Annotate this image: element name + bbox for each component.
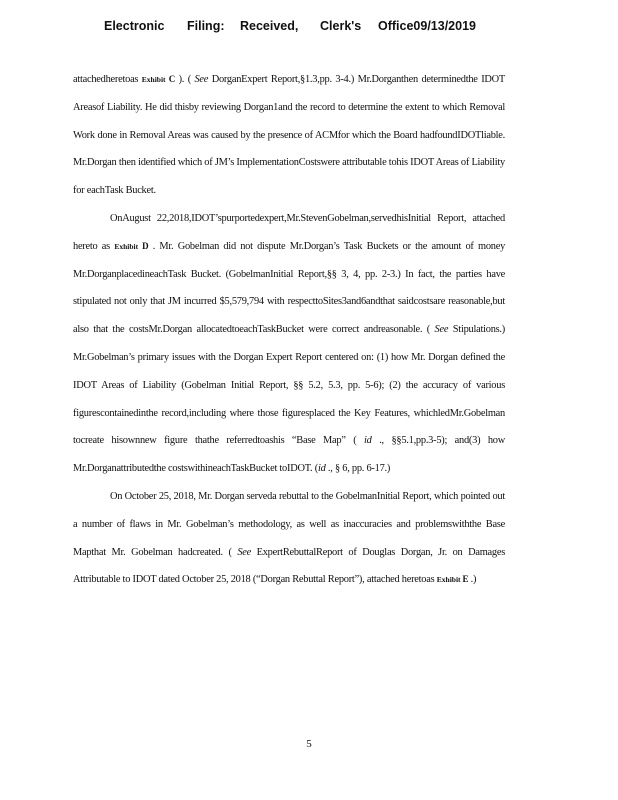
header-word-office-date: Office09/13/2019: [378, 19, 476, 33]
p1-exhibit-letter: C: [165, 74, 176, 84]
p2-text-4: ., §§5.1,pp.3-5); and(3) how Mr.Dorganattributedthe costswithineachTaskBucket toIDOT. (: [73, 435, 505, 475]
document-body: [73, 66, 505, 594]
p1-text-2: ). (: [175, 74, 195, 85]
header-word-electronic: Electronic: [104, 19, 165, 33]
p2-id-citation-2: id: [317, 463, 326, 475]
page-number: 5: [306, 738, 312, 750]
p3-see-signal: See: [237, 546, 251, 558]
paragraph-3: [73, 483, 505, 594]
paragraph-2: [73, 205, 505, 483]
p3-text-1: On October 25, 2018, Mr. Dorgan serveda rebuttal to the GobelmanInitial Report, which pointed out a number of flaws in Mr. Gobelman’s methodology, as well as inaccuracies and problemswiththe Base Mapthat Mr. Gobelman hadcreated. (: [73, 490, 505, 558]
p1-text-1: attachedheretoas: [73, 74, 142, 85]
p3-text-3: .): [468, 574, 477, 586]
header-word-received: Received,: [240, 19, 299, 33]
p3-exhibit-label: Exhibit: [436, 575, 461, 585]
p2-exhibit-letter: D: [138, 240, 149, 251]
p2-id-citation-1: id: [364, 435, 372, 447]
p3-exhibit-letter: E: [460, 574, 469, 585]
p2-see-signal: See: [434, 324, 449, 336]
p1-see-signal: See: [194, 74, 209, 85]
paragraph-1: [73, 66, 505, 205]
p2-text-3: Stipulations.) Mr.Gobelman’s primary issues with the Dorgan Expert Report centered on: (1) how Mr. Dorgan defined the IDOT Areas of Liability (Gobelman Initial Report, §§ 5.2, 5.3, pp. 5-6); (2) the accuracy of various figurescontainedinthe record,including where those figuresplaced the Key Features, whichledMr.Gobelman tocreate hisownnew figure thathe referredtoashis “Base Map” (: [73, 324, 505, 447]
p2-exhibit-label: Exhibit: [114, 241, 139, 251]
p2-text-5: ., § 6, pp. 6-17.): [325, 463, 391, 475]
p1-text-3: DorganExpert Report,§1.3,pp. 3-4.) Mr.Dorganthen determinedthe IDOT Areasof Liability. He did thisby reviewing Dorgan1and the record to determine the extent to which Removal Work done in Removal Areas was caused by the presence of ACMfor which the Board hadfoundIDOTliable. Mr.Dorgan then identified which of JM’s ImplementationCostswere attributable tohis IDOT Areas of Liability for eachTask Bucket.: [73, 74, 506, 197]
p3-text-2: ExpertRebuttalReport of Douglas Dorgan, Jr. on Damages Attributable to IDOT dated October 25, 2018 (“Dorgan Rebuttal Report”), attached heretoas: [73, 546, 506, 586]
header-word-clerks: Clerk's: [320, 19, 362, 33]
header-word-filing: Filing:: [187, 19, 225, 33]
p2-text-2: . Mr. Gobelman did not dispute Mr.Dorgan’s Task Buckets or the amount of money Mr.DorganplacedineachTask Bucket. (GobelmanInitial Report,§§ 3, 4, pp. 2-3.) In fact, the parties have stipulated not only that JM incurred $5,579,794 with respecttoSites3and6andthat saidcostsare reasonable,but also that the costsMr.Dorgan allocatedtoeachTaskBucket were correct andreasonable. (: [73, 240, 506, 336]
p2-text-1: OnAugust 22,2018,IDOT’spurportedexpert,Mr.StevenGobelman,servedhisInitial Report, attached hereto as: [73, 212, 505, 252]
p1-exhibit-label: Exhibit: [141, 75, 166, 84]
